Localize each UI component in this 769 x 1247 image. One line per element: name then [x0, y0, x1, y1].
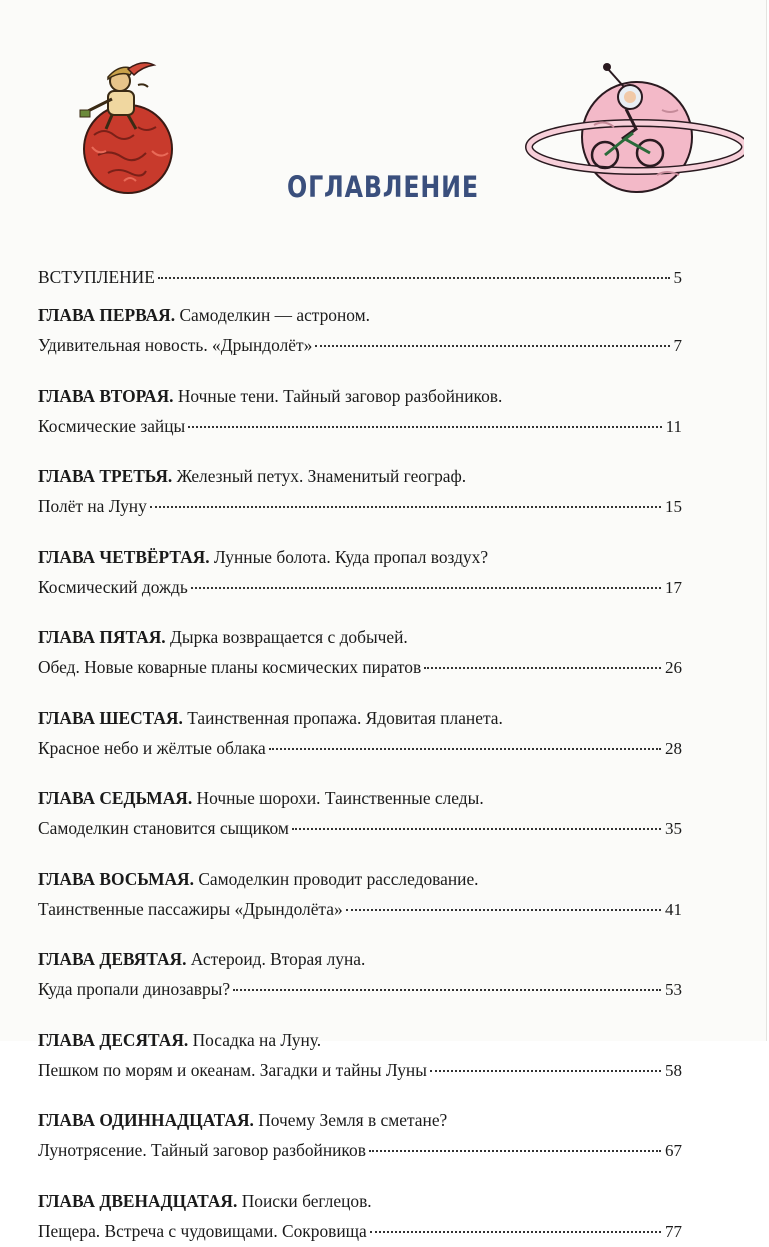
toc-entry-first-line [38, 381, 682, 411]
chapter-subtitle: Дырка возвращается с добычей. [170, 627, 408, 647]
chapter-subtitle: Железный петух. Знаменитый географ. [176, 466, 467, 486]
toc-entry [38, 542, 682, 603]
toc-entry-page-line [38, 411, 682, 442]
chapter-subtitle-cont: Удивительная новость. «Дрындолёт» [38, 335, 313, 355]
page-number: 26 [665, 658, 682, 677]
toc-entry-first-line [38, 864, 682, 894]
chapter-heading: ГЛАВА ДВЕНАДЦАТАЯ. [38, 1190, 238, 1211]
chapter-subtitle: Лунные болота. Куда пропал воздух? [213, 546, 489, 567]
toc-entry-first-line [38, 300, 682, 330]
page-number: 77 [665, 1221, 682, 1241]
page-number: 17 [665, 577, 682, 597]
toc-entry-first-line [38, 1025, 682, 1055]
page-number: 5 [673, 268, 682, 287]
page-number: 11 [665, 416, 682, 436]
chapter-subtitle: Поиски беглецов. [241, 1190, 372, 1211]
chapter-subtitle: Ночные тени. Тайный заговор разбойников. [177, 385, 503, 406]
chapter-subtitle-cont: Красное небо и жёлтые облака [38, 737, 266, 758]
toc-entry-first-line [38, 783, 682, 813]
toc-entry [38, 300, 682, 361]
page-number: 7 [673, 336, 682, 355]
chapter-subtitle-cont: ВСТУПЛЕНИЕ [38, 267, 155, 287]
toc-entry [38, 783, 682, 844]
page-number: 35 [665, 819, 682, 838]
dot-leader [424, 667, 661, 669]
page-number: 15 [665, 497, 682, 516]
chapter-subtitle-cont: Самоделкин становится сыщиком [38, 818, 289, 838]
dot-leader [158, 277, 670, 279]
chapter-heading: ГЛАВА СЕДЬМАЯ. [38, 788, 193, 808]
chapter-subtitle-cont: Пещера. Встреча с чудовищами. Сокровища [38, 1220, 367, 1241]
toc-entry-first-line [38, 1105, 682, 1135]
toc-entry [38, 864, 682, 925]
chapter-subtitle-cont: Пешком по морям и океанам. Загадки и тайны Луны [38, 1059, 427, 1080]
chapter-heading: ГЛАВА ТРЕТЬЯ. [38, 466, 173, 486]
toc-entry-page-line [38, 1055, 682, 1086]
toc-entry-page-line [38, 262, 682, 293]
toc-entry-page-line [38, 813, 682, 844]
toc-entry [38, 944, 682, 1005]
dot-leader [188, 426, 661, 428]
chapter-subtitle-cont: Куда пропали динозавры? [38, 979, 231, 999]
toc-entry [38, 1105, 682, 1166]
dot-leader [233, 989, 661, 991]
chapter-subtitle-cont: Лунотрясение. Тайный заговор разбойников [38, 1140, 366, 1160]
dot-leader [430, 1070, 661, 1072]
dot-leader [150, 506, 661, 508]
toc-entry [38, 1025, 682, 1086]
chapter-heading: ГЛАВА ЧЕТВЁРТАЯ. [38, 546, 210, 567]
chapter-heading: ГЛАВА ВТОРАЯ. [38, 385, 174, 406]
chapter-subtitle-cont: Таинственные пассажиры «Дрындолёта» [38, 898, 343, 919]
toc-entry-first-line [38, 944, 682, 974]
chapter-heading: ГЛАВА ДЕСЯТАЯ. [38, 1029, 189, 1050]
chapter-heading: ГЛАВА ШЕСТАЯ. [38, 707, 183, 728]
chapter-subtitle: Самоделкин проводит расследование. [198, 868, 479, 889]
chapter-heading: ГЛАВА ПЕРВАЯ. [38, 305, 176, 325]
chapter-subtitle-cont: Обед. Новые коварные планы космических пиратов [38, 657, 422, 677]
toc-entry-first-line [38, 461, 682, 491]
chapter-heading: ГЛАВА ПЯТАЯ. [38, 627, 166, 647]
toc-entry-page-line [38, 1216, 682, 1247]
chapter-subtitle: Посадка на Луну. [192, 1029, 322, 1050]
toc-entry-first-line [38, 1186, 682, 1216]
dot-leader [315, 345, 669, 347]
page-number: 41 [665, 899, 682, 919]
toc-entry-first-line [38, 622, 682, 652]
toc-entry [38, 381, 682, 442]
toc-entry [38, 1186, 682, 1247]
dot-leader [369, 1150, 661, 1152]
chapter-subtitle: Таинственная пропажа. Ядовитая планета. [187, 707, 503, 728]
toc-entry-page-line [38, 974, 682, 1005]
page-title: ОГЛАВЛЕНИЕ [287, 170, 479, 204]
chapter-heading: ГЛАВА ДЕВЯТАЯ. [38, 949, 187, 969]
dot-leader [269, 748, 661, 750]
dot-leader [370, 1231, 661, 1233]
toc-entry [38, 703, 682, 764]
page-number: 28 [665, 738, 682, 758]
page-number: 67 [665, 1141, 682, 1160]
chapter-subtitle-cont: Космический дождь [38, 576, 188, 597]
chapter-subtitle-cont: Полёт на Луну [38, 496, 147, 516]
dot-leader [191, 587, 661, 589]
toc-entry-page-line [38, 572, 682, 603]
toc-entry-page-line [38, 894, 682, 925]
table-of-contents [38, 262, 682, 1247]
toc-entry-page-line [38, 652, 682, 683]
toc-entry [38, 461, 682, 522]
chapter-subtitle: Почему Земля в сметане? [258, 1110, 448, 1130]
toc-entry-first-line [38, 542, 682, 572]
page-number: 53 [665, 980, 682, 999]
chapter-subtitle: Астероид. Вторая луна. [190, 949, 366, 969]
page-number: 58 [665, 1060, 682, 1080]
dot-leader [292, 828, 661, 830]
toc-entry-page-line [38, 330, 682, 361]
toc-entry-first-line [38, 703, 682, 733]
chapter-subtitle-cont: Космические зайцы [38, 415, 186, 436]
toc-entry-page-line [38, 491, 682, 522]
chapter-subtitle: Ночные шорохи. Таинственные следы. [196, 788, 484, 808]
chapter-subtitle: Самоделкин — астроном. [179, 305, 371, 325]
toc-entry [38, 262, 682, 293]
dot-leader [346, 909, 661, 911]
toc-entry [38, 622, 682, 683]
toc-entry-page-line [38, 1135, 682, 1166]
toc-entry-page-line [38, 733, 682, 764]
chapter-heading: ГЛАВА ВОСЬМАЯ. [38, 868, 194, 889]
chapter-heading: ГЛАВА ОДИННАДЦАТАЯ. [38, 1110, 254, 1130]
